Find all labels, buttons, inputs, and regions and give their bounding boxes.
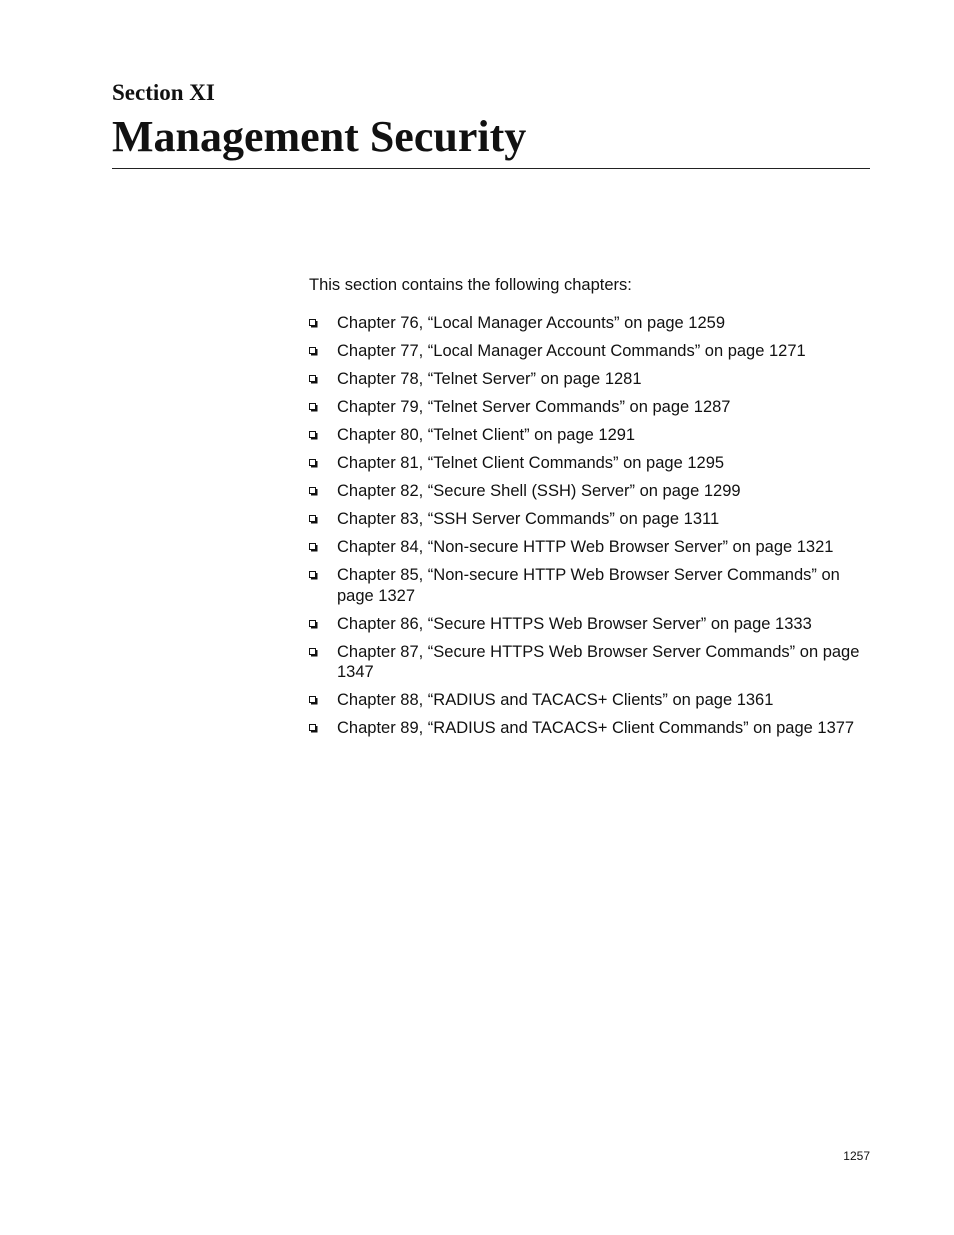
- chapter-link-text: Chapter 85, “Non-secure HTTP Web Browser Server Commands” on page 1327: [337, 566, 840, 605]
- checkbox-bullet-icon: [309, 375, 318, 384]
- chapter-list: [309, 313, 875, 746]
- chapter-list-item: [309, 397, 875, 418]
- title-divider: [112, 168, 870, 169]
- chapter-list-item: [309, 481, 875, 502]
- chapter-list-item: [309, 537, 875, 558]
- checkbox-bullet-icon: [309, 724, 318, 733]
- section-label: Section XI: [112, 80, 215, 105]
- checkbox-bullet-icon: [309, 459, 318, 468]
- chapter-list-item: [309, 642, 875, 683]
- chapter-list-item: [309, 313, 875, 334]
- checkbox-bullet-icon: [309, 620, 318, 629]
- chapter-link-text: Chapter 86, “Secure HTTPS Web Browser Server” on page 1333: [337, 614, 812, 633]
- chapter-link-text: Chapter 88, “RADIUS and TACACS+ Clients” on page 1361: [337, 691, 774, 709]
- chapter-link-text: Chapter 82, “Secure Shell (SSH) Server” on page 1299: [337, 482, 741, 500]
- chapter-link-text: Chapter 79, “Telnet Server Commands” on page 1287: [337, 398, 731, 416]
- page-number: 1257: [843, 1149, 870, 1163]
- chapter-link-text: Chapter 80, “Telnet Client” on page 1291: [337, 426, 636, 444]
- chapter-list-item: [309, 614, 875, 635]
- checkbox-bullet-icon: [309, 319, 318, 328]
- chapter-list-item: [309, 341, 875, 362]
- chapter-list-item: [309, 509, 875, 530]
- chapter-link-text: Chapter 81, “Telnet Client Commands” on page 1295: [337, 454, 725, 472]
- chapter-link-text: Chapter 87, “Secure HTTPS Web Browser Server Commands” on page 1347: [337, 642, 860, 681]
- checkbox-bullet-icon: [309, 515, 318, 524]
- chapter-link-text: Chapter 78, “Telnet Server” on page 1281: [337, 370, 642, 388]
- checkbox-bullet-icon: [309, 571, 318, 580]
- checkbox-bullet-icon: [309, 696, 318, 705]
- checkbox-bullet-icon: [309, 403, 318, 412]
- chapter-list-item: [309, 369, 875, 390]
- chapter-link-text: Chapter 76, “Local Manager Accounts” on page 1259: [337, 314, 726, 332]
- chapter-list-item: [309, 425, 875, 446]
- chapter-list-item: [309, 565, 875, 606]
- chapter-list-item: [309, 690, 875, 711]
- checkbox-bullet-icon: [309, 347, 318, 356]
- chapter-link-text: Chapter 77, “Local Manager Account Commands” on page 1271: [337, 342, 806, 360]
- checkbox-bullet-icon: [309, 543, 318, 552]
- chapter-list-item: [309, 718, 875, 739]
- checkbox-bullet-icon: [309, 648, 318, 657]
- chapter-link-text: Chapter 84, “Non-secure HTTP Web Browser Server” on page 1321: [337, 538, 834, 556]
- page-title: Management Security: [112, 112, 527, 161]
- checkbox-bullet-icon: [309, 487, 318, 496]
- checkbox-bullet-icon: [309, 431, 318, 440]
- chapter-link-text: Chapter 89, “RADIUS and TACACS+ Client Commands” on page 1377: [337, 719, 855, 737]
- intro-text: This section contains the following chapters:: [309, 276, 632, 294]
- chapter-list-item: [309, 453, 875, 474]
- chapter-link-text: Chapter 83, “SSH Server Commands” on page 1311: [337, 510, 720, 528]
